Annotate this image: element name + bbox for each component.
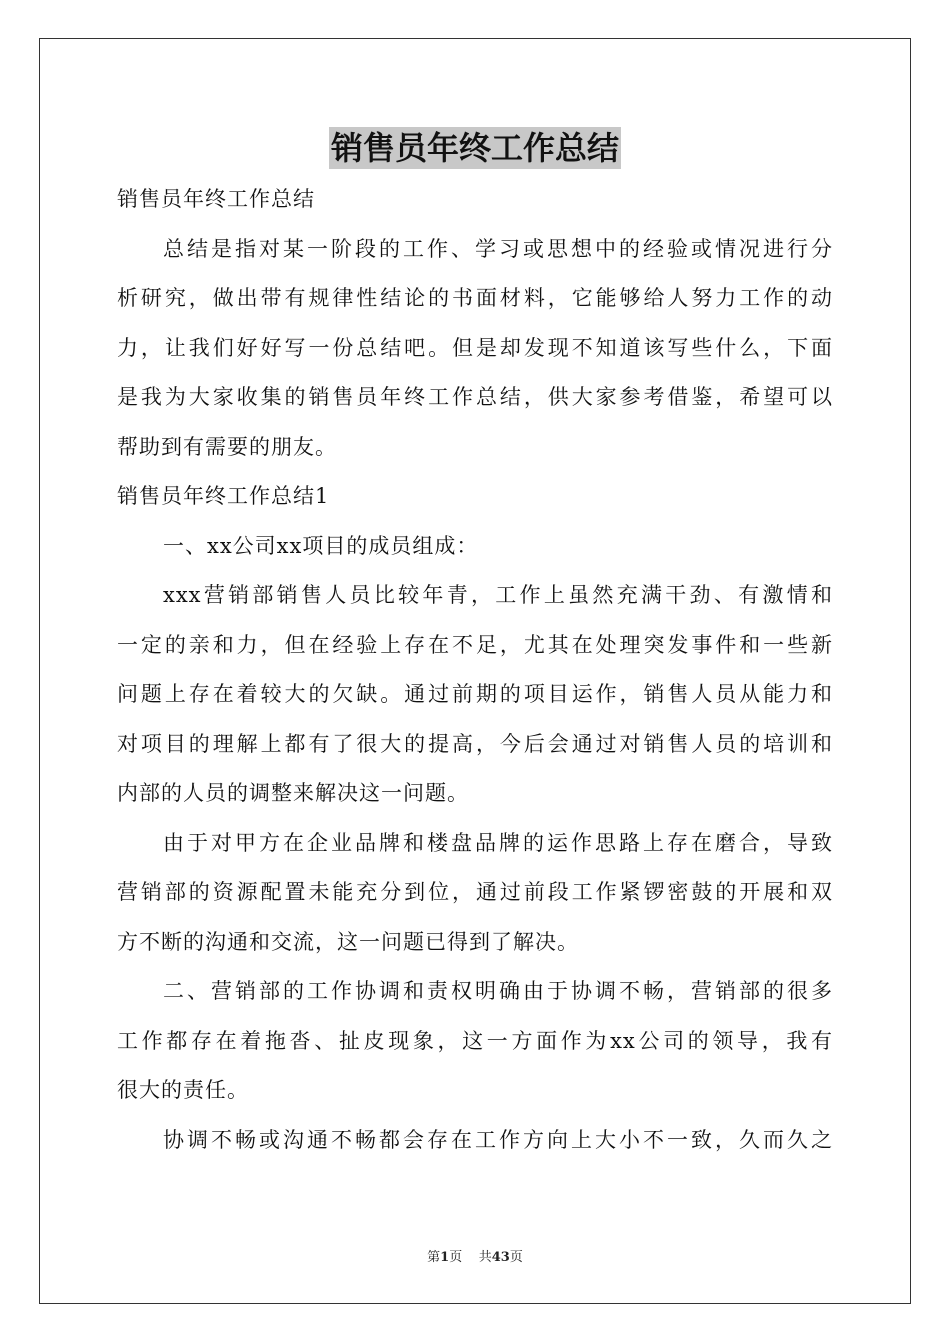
total-suffix: 页 [509,1250,523,1265]
page-number: 1 [440,1250,450,1265]
paragraph-4 [117,1116,833,1166]
page-prefix: 第 [427,1250,441,1265]
intro-line: 力，让我们好好写一份总结吧。但是却发现不知道该写些什么，下面 [117,335,833,360]
section1-heading-line: 销售员年终工作总结1 [117,484,330,508]
total-pages: 43 [491,1250,510,1265]
document-title: 销售员年终工作总结 [330,129,619,167]
paragraph-line: 问题上存在着较大的欠缺。通过前期的项目运作，销售人员从能力和 [117,682,833,706]
paragraph-2 [117,819,833,968]
document-body [117,175,833,1165]
paragraph-line: 由于对甲方在企业品牌和楼盘品牌的运作思路上存在磨合，导致 [163,830,833,855]
paragraph-line: 内部的人员的调整来解决这一问题。 [117,781,469,805]
intro-paragraph [117,225,833,473]
paragraph-line: 工作都存在着拖沓、扯皮现象，这一方面作为xx公司的领导，我有 [117,1028,833,1053]
paragraph-1 [117,571,833,819]
intro-line: 析研究，做出带有规律性结论的书面材料，它能够给人努力工作的动 [117,286,833,310]
point1-heading [117,522,833,572]
title-wrap [0,127,950,169]
paragraph-line: 协调不畅或沟通不畅都会存在工作方向上大小不一致，久而久之 [163,1127,833,1152]
paragraph-line: 对项目的理解上都有了很大的提高，今后会通过对销售人员的培训和 [117,731,833,756]
paragraph-line: 一定的亲和力，但在经验上存在不足，尤其在处理突发事件和一些新 [117,632,833,657]
subtitle-paragraph [117,175,833,225]
paragraph-line: 很大的责任。 [117,1078,249,1102]
paragraph-3 [117,967,833,1116]
paragraph-line: 营销部的资源配置未能充分到位，通过前段工作紧锣密鼓的开展和双 [117,880,833,904]
intro-line: 帮助到有需要的朋友。 [117,434,337,459]
total-prefix: 共 [478,1250,492,1265]
point1-heading-line: 一、xx公司xx项目的成员组成： [163,533,479,558]
page-footer [0,1246,950,1265]
section1-heading [117,472,833,522]
paragraph-line: 方不断的沟通和交流，这一问题已得到了解决。 [117,929,579,954]
page-suffix: 页 [449,1250,463,1265]
intro-line: 是我为大家收集的销售员年终工作总结，供大家参考借鉴，希望可以 [117,385,833,409]
intro-line: 总结是指对某一阶段的工作、学习或思想中的经验或情况进行分 [163,236,833,261]
paragraph-line: xxx营销部销售人员比较年青，工作上虽然充满干劲、有激情和 [163,583,833,607]
paragraph-line: 二、营销部的工作协调和责权明确由于协调不畅，营销部的很多 [163,979,833,1003]
subtitle-line: 销售员年终工作总结 [117,187,315,211]
